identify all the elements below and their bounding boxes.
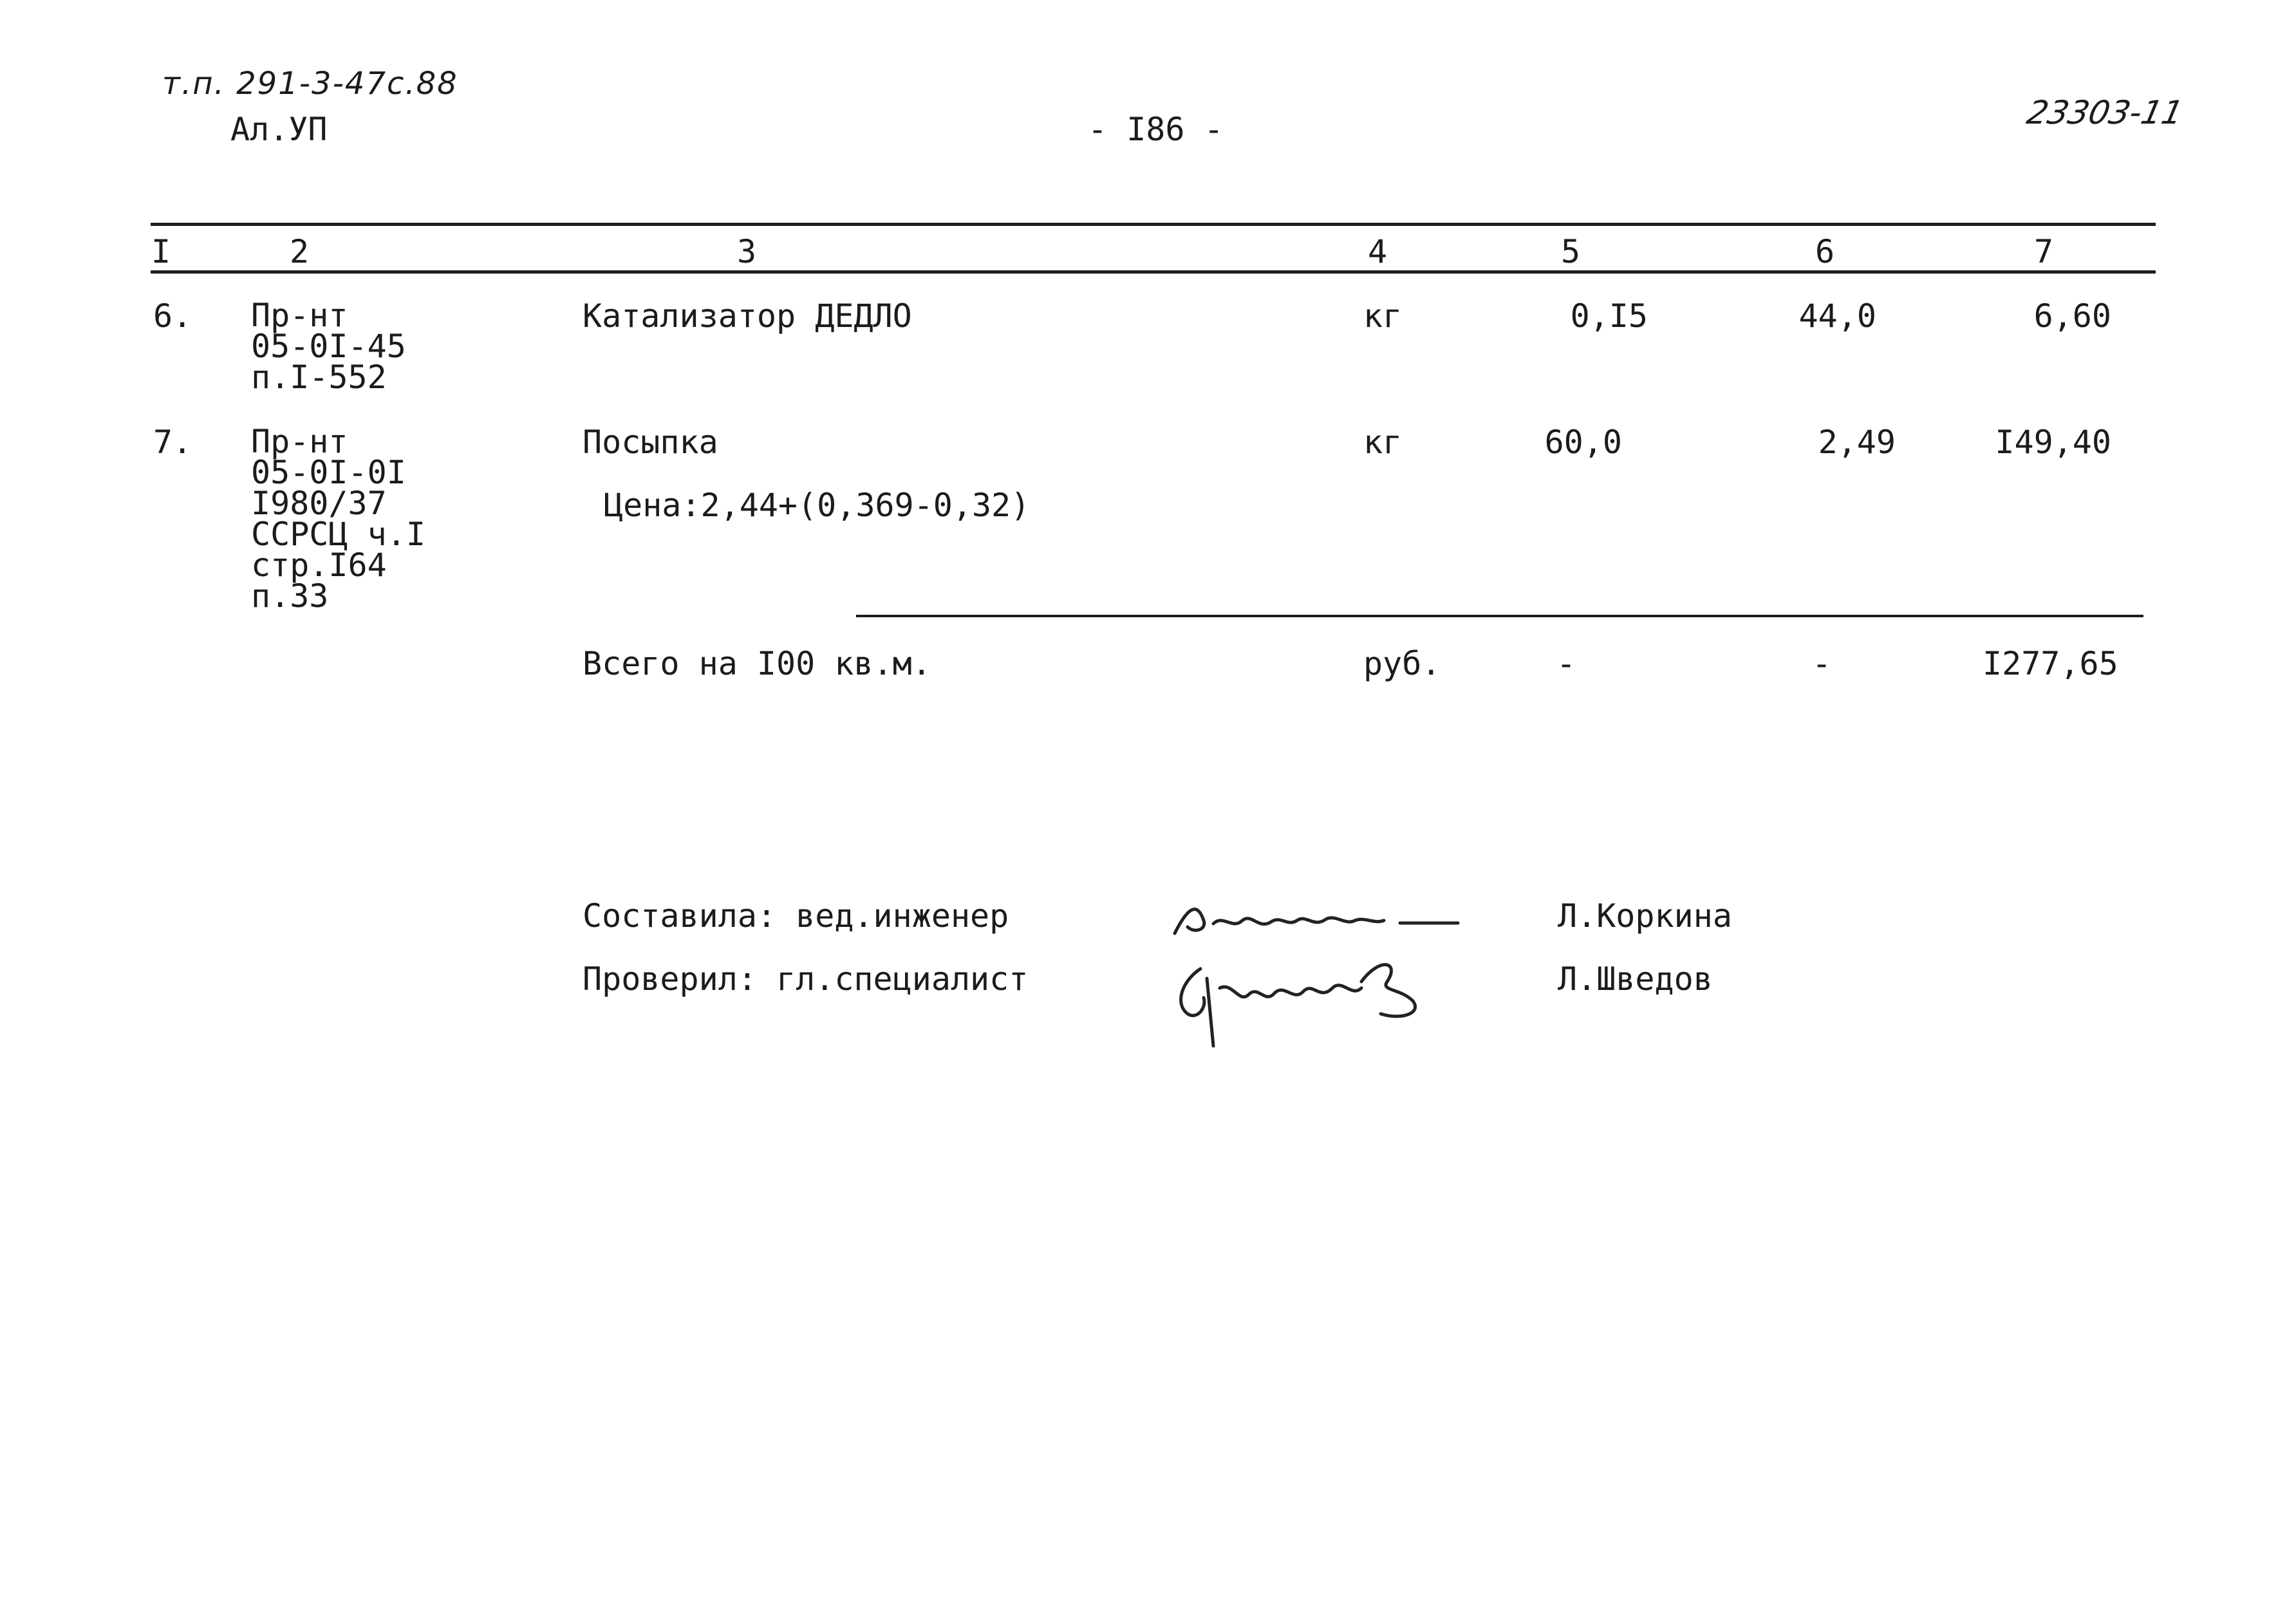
- column-header-5: 5: [1560, 233, 1581, 270]
- row-6-cost: 6,60: [2033, 297, 2111, 335]
- column-header-2: 2: [289, 233, 310, 270]
- total-rule: [856, 615, 2143, 617]
- row-7-cost: I49,40: [1995, 424, 2111, 461]
- row-7-quantity: 60,0: [1544, 424, 1622, 461]
- row-6-unit: кг: [1363, 297, 1403, 335]
- archive-number: 23303-11: [2023, 94, 2187, 131]
- row-7-price: 2,49: [1818, 424, 1896, 461]
- row-6-name: Катализатор ДЕДЛО: [583, 297, 912, 335]
- table-top-rule: [151, 223, 2156, 226]
- column-header-3: 3: [736, 233, 757, 270]
- row-7-name: Посыпка: [583, 424, 718, 461]
- column-header-6: 6: [1815, 233, 1835, 270]
- column-header-7: 7: [2033, 233, 2054, 270]
- total-unit: руб.: [1363, 645, 1441, 682]
- page-number: - I86 -: [1088, 111, 1224, 148]
- column-header-1: I: [151, 233, 171, 270]
- total-price: -: [1812, 645, 1832, 682]
- compiled-by-label: Составила: вед.инженер: [583, 897, 1009, 935]
- total-label: Всего на I00 кв.м.: [583, 645, 931, 682]
- project-code: т.п. 291-3-47с.88: [162, 66, 458, 102]
- row-7-price-note: Цена:2,44+(0,369-0,32): [604, 487, 1031, 524]
- row-6-quantity: 0,I5: [1570, 297, 1648, 335]
- row-6-reference: Пр-нт 05-0I-45 п.I-552: [251, 297, 406, 396]
- column-header-4: 4: [1367, 233, 1388, 270]
- total-quantity: -: [1556, 645, 1576, 682]
- row-7-number: 7.: [153, 424, 192, 461]
- row-7-reference: Пр-нт 05-0I-0I I980/37 ССРСЦ ч.I стр.I64 п.33: [251, 423, 425, 615]
- album-label: Ал.УП: [230, 111, 328, 148]
- row-6-number: 6.: [153, 297, 192, 335]
- total-cost: I277,65: [1983, 645, 2118, 682]
- checked-by-label: Проверил: гл.специалист: [583, 960, 1029, 998]
- compiled-by-name: Л.Коркина: [1558, 897, 1732, 935]
- row-6-price: 44,0: [1798, 297, 1876, 335]
- checked-by-name: Л.Шведов: [1558, 960, 1713, 998]
- row-7-unit: кг: [1363, 424, 1403, 461]
- table-header-rule: [151, 270, 2156, 274]
- checker-signature: [1168, 943, 1464, 1052]
